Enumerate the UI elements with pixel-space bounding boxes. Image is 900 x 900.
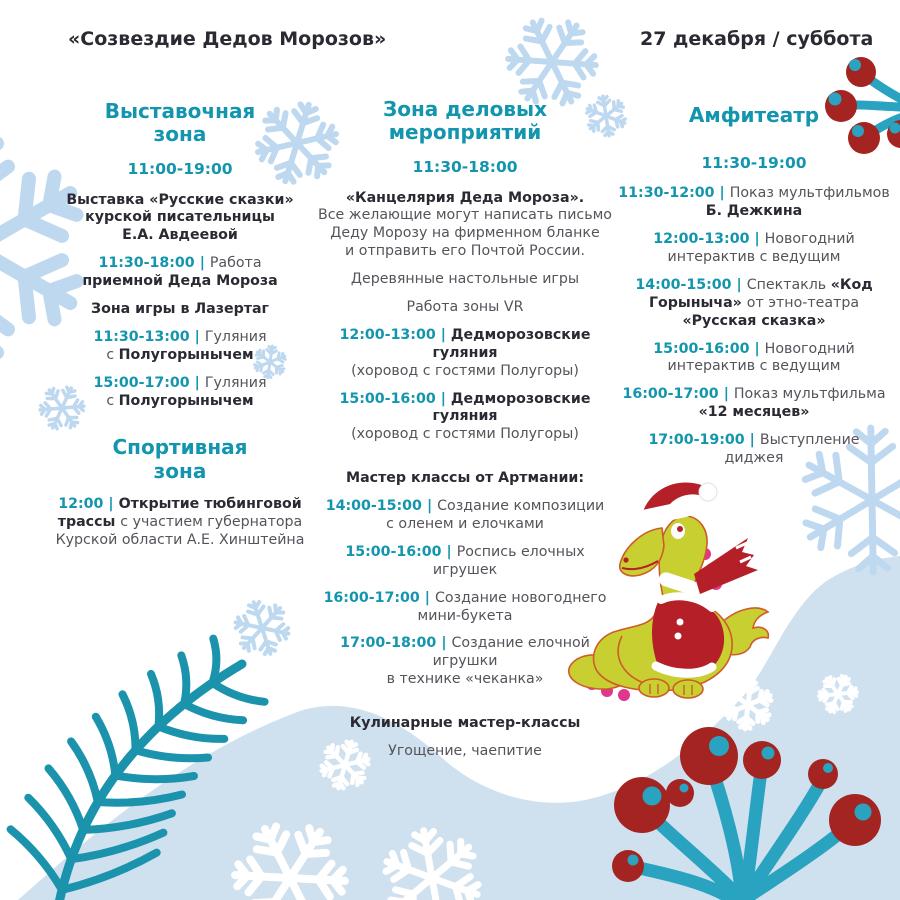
item-text: мини-букета bbox=[417, 607, 513, 624]
schedule-item bbox=[38, 496, 322, 550]
item-separator: | bbox=[446, 543, 452, 560]
item-time: 17:00-18:00 bbox=[340, 635, 437, 652]
item-time: 17:00-19:00 bbox=[648, 432, 745, 449]
item-text: Курской области А.Е. Хинштейна bbox=[55, 531, 305, 548]
item-text: Новогодний bbox=[764, 340, 855, 357]
item-text: Полугорынычем bbox=[118, 346, 254, 363]
item-text: Дедморозовские гуляния bbox=[432, 326, 591, 361]
item-text: Роспись елочных игрушек bbox=[432, 543, 585, 578]
item-text: и отправить его Почтой России. bbox=[345, 243, 585, 260]
item-text: Создание елочной игрушки bbox=[432, 635, 590, 670]
item-time: 15:00-16:00 bbox=[339, 390, 436, 407]
item-text: Новогодний bbox=[764, 231, 855, 248]
item-separator: | bbox=[108, 495, 114, 512]
item-text: Е.А. Авдеевой bbox=[122, 227, 238, 244]
schedule-item bbox=[318, 391, 612, 445]
zone-hours: 11:00-19:00 bbox=[127, 160, 233, 179]
schedule-item bbox=[318, 715, 612, 733]
schedule-item bbox=[318, 470, 612, 488]
item-separator: | bbox=[440, 326, 446, 343]
schedule-item bbox=[318, 743, 612, 761]
item-text: «Русская сказка» bbox=[682, 312, 826, 329]
item-separator: | bbox=[719, 185, 725, 202]
schedule-item bbox=[616, 386, 892, 422]
schedule-item bbox=[616, 277, 892, 331]
zone-heading: Амфитеатр bbox=[688, 103, 820, 127]
item-time: 14:00-15:00 bbox=[635, 276, 732, 293]
item-separator: | bbox=[723, 386, 729, 403]
item-text: с bbox=[106, 346, 119, 363]
item-text: Работа зоны VR bbox=[406, 298, 524, 315]
item-text: Дедморозовские гуляния bbox=[432, 390, 591, 425]
item-text: «12 месяцев» bbox=[698, 404, 810, 421]
item-text: Работа bbox=[209, 255, 262, 272]
item-text: с bbox=[106, 392, 119, 409]
item-text: Б. Дежкина bbox=[705, 203, 803, 220]
zone-heading: Спортивная зона bbox=[112, 435, 248, 483]
schedule-item bbox=[616, 185, 892, 221]
zone-hours: 11:30-18:00 bbox=[412, 158, 518, 177]
schedule-item bbox=[318, 635, 612, 689]
item-time: 12:00 bbox=[58, 495, 104, 512]
schedule-item bbox=[616, 432, 892, 468]
schedule-item bbox=[318, 590, 612, 626]
item-text: курской писательницы bbox=[85, 209, 275, 226]
item-text: «Код bbox=[830, 276, 873, 293]
schedule-item bbox=[616, 341, 892, 377]
item-text: Угощение, чаепитие bbox=[388, 743, 542, 759]
schedule-item bbox=[318, 299, 612, 317]
item-text: с участием губернатора bbox=[120, 513, 303, 530]
item-time: 15:00-17:00 bbox=[93, 374, 190, 391]
item-time: 14:00-15:00 bbox=[325, 498, 422, 515]
poster-title: «Созвездие Дедов Морозов» bbox=[68, 28, 387, 50]
item-separator: | bbox=[440, 390, 446, 407]
schedule-item bbox=[38, 329, 322, 365]
item-time: 12:00-13:00 bbox=[339, 326, 436, 343]
item-text: «Канцелярия Деда Мороза». bbox=[345, 189, 585, 206]
item-text: от этно-театра bbox=[746, 294, 860, 311]
item-text: интерактив с ведущим bbox=[667, 249, 841, 265]
item-text: Создание новогоднего bbox=[434, 589, 607, 606]
item-separator: | bbox=[754, 340, 760, 357]
item-text: Выставка «Русские сказки» bbox=[66, 191, 294, 208]
item-text: Полугорынычем bbox=[118, 392, 254, 409]
schedule-item bbox=[318, 271, 612, 289]
item-text: в технике «чеканка» bbox=[386, 671, 544, 688]
item-text: диджея bbox=[724, 450, 784, 467]
item-time: 15:00-16:00 bbox=[653, 340, 750, 357]
item-time: 16:00-17:00 bbox=[323, 589, 420, 606]
item-text: Зона игры в Лазертаг bbox=[91, 300, 269, 317]
schedule-column bbox=[616, 104, 892, 478]
item-text: приемной Деда Мороза bbox=[82, 273, 278, 290]
schedule-item bbox=[38, 301, 322, 319]
schedule-item bbox=[318, 327, 612, 381]
item-text: Создание композиции bbox=[437, 498, 605, 515]
item-text: Гуляния bbox=[204, 374, 267, 391]
item-text: (хоровод с гостями Полугоры) bbox=[351, 362, 579, 379]
schedule-item bbox=[318, 190, 612, 262]
zone-hours: 11:30-19:00 bbox=[701, 154, 807, 173]
item-separator: | bbox=[749, 432, 755, 449]
item-text: Все желающие могут написать письмо bbox=[318, 207, 612, 224]
item-text: Показ мультфильма bbox=[733, 386, 886, 403]
item-time: 11:30-13:00 bbox=[93, 328, 190, 345]
item-text: интерактив с ведущим bbox=[667, 358, 841, 375]
item-text: Горыныча» bbox=[648, 294, 747, 311]
item-text: Деду Морозу на фирменном бланке bbox=[330, 225, 600, 242]
item-separator: | bbox=[441, 635, 447, 652]
item-separator: | bbox=[754, 231, 760, 248]
item-text: с оленем и елочками bbox=[386, 515, 544, 532]
schedule-item bbox=[616, 231, 892, 267]
item-text: Спектакль bbox=[746, 276, 831, 293]
schedule-item bbox=[318, 498, 612, 534]
item-time: 12:00-13:00 bbox=[653, 231, 750, 248]
item-text: Кулинарные мастер-классы bbox=[349, 715, 581, 732]
item-text: Открытие тюбинговой bbox=[118, 495, 302, 512]
item-text: (хоровод с гостями Полугоры) bbox=[351, 426, 579, 443]
item-text: Показ мультфильмов bbox=[729, 185, 890, 202]
item-separator: | bbox=[424, 589, 430, 606]
schedule-item bbox=[38, 255, 322, 291]
schedule-column bbox=[318, 98, 612, 771]
item-time: 11:30-18:00 bbox=[98, 255, 195, 272]
poster-date: 27 декабря / суббота bbox=[640, 28, 874, 50]
item-separator: | bbox=[426, 498, 433, 515]
item-time: 16:00-17:00 bbox=[622, 386, 719, 403]
item-text: Гуляния bbox=[204, 328, 267, 345]
schedule-item bbox=[38, 192, 322, 246]
item-text: Деревянные настольные игры bbox=[350, 271, 580, 288]
item-separator: | bbox=[194, 328, 200, 345]
zone-heading: Выставочная зона bbox=[104, 99, 256, 147]
zone-heading: Зона деловых мероприятий bbox=[383, 97, 547, 145]
item-time: 15:00-16:00 bbox=[345, 543, 442, 560]
item-separator: | bbox=[736, 276, 742, 293]
item-text: Выступление bbox=[759, 432, 860, 449]
schedule-item bbox=[38, 375, 322, 411]
item-time: 11:30-12:00 bbox=[618, 185, 715, 202]
schedule-column bbox=[38, 100, 322, 559]
schedule-item bbox=[318, 544, 612, 580]
item-separator: | bbox=[199, 255, 205, 272]
item-separator: | bbox=[194, 374, 200, 391]
item-text: трассы bbox=[57, 513, 121, 530]
item-text: Мастер классы от Артмании: bbox=[345, 470, 585, 487]
